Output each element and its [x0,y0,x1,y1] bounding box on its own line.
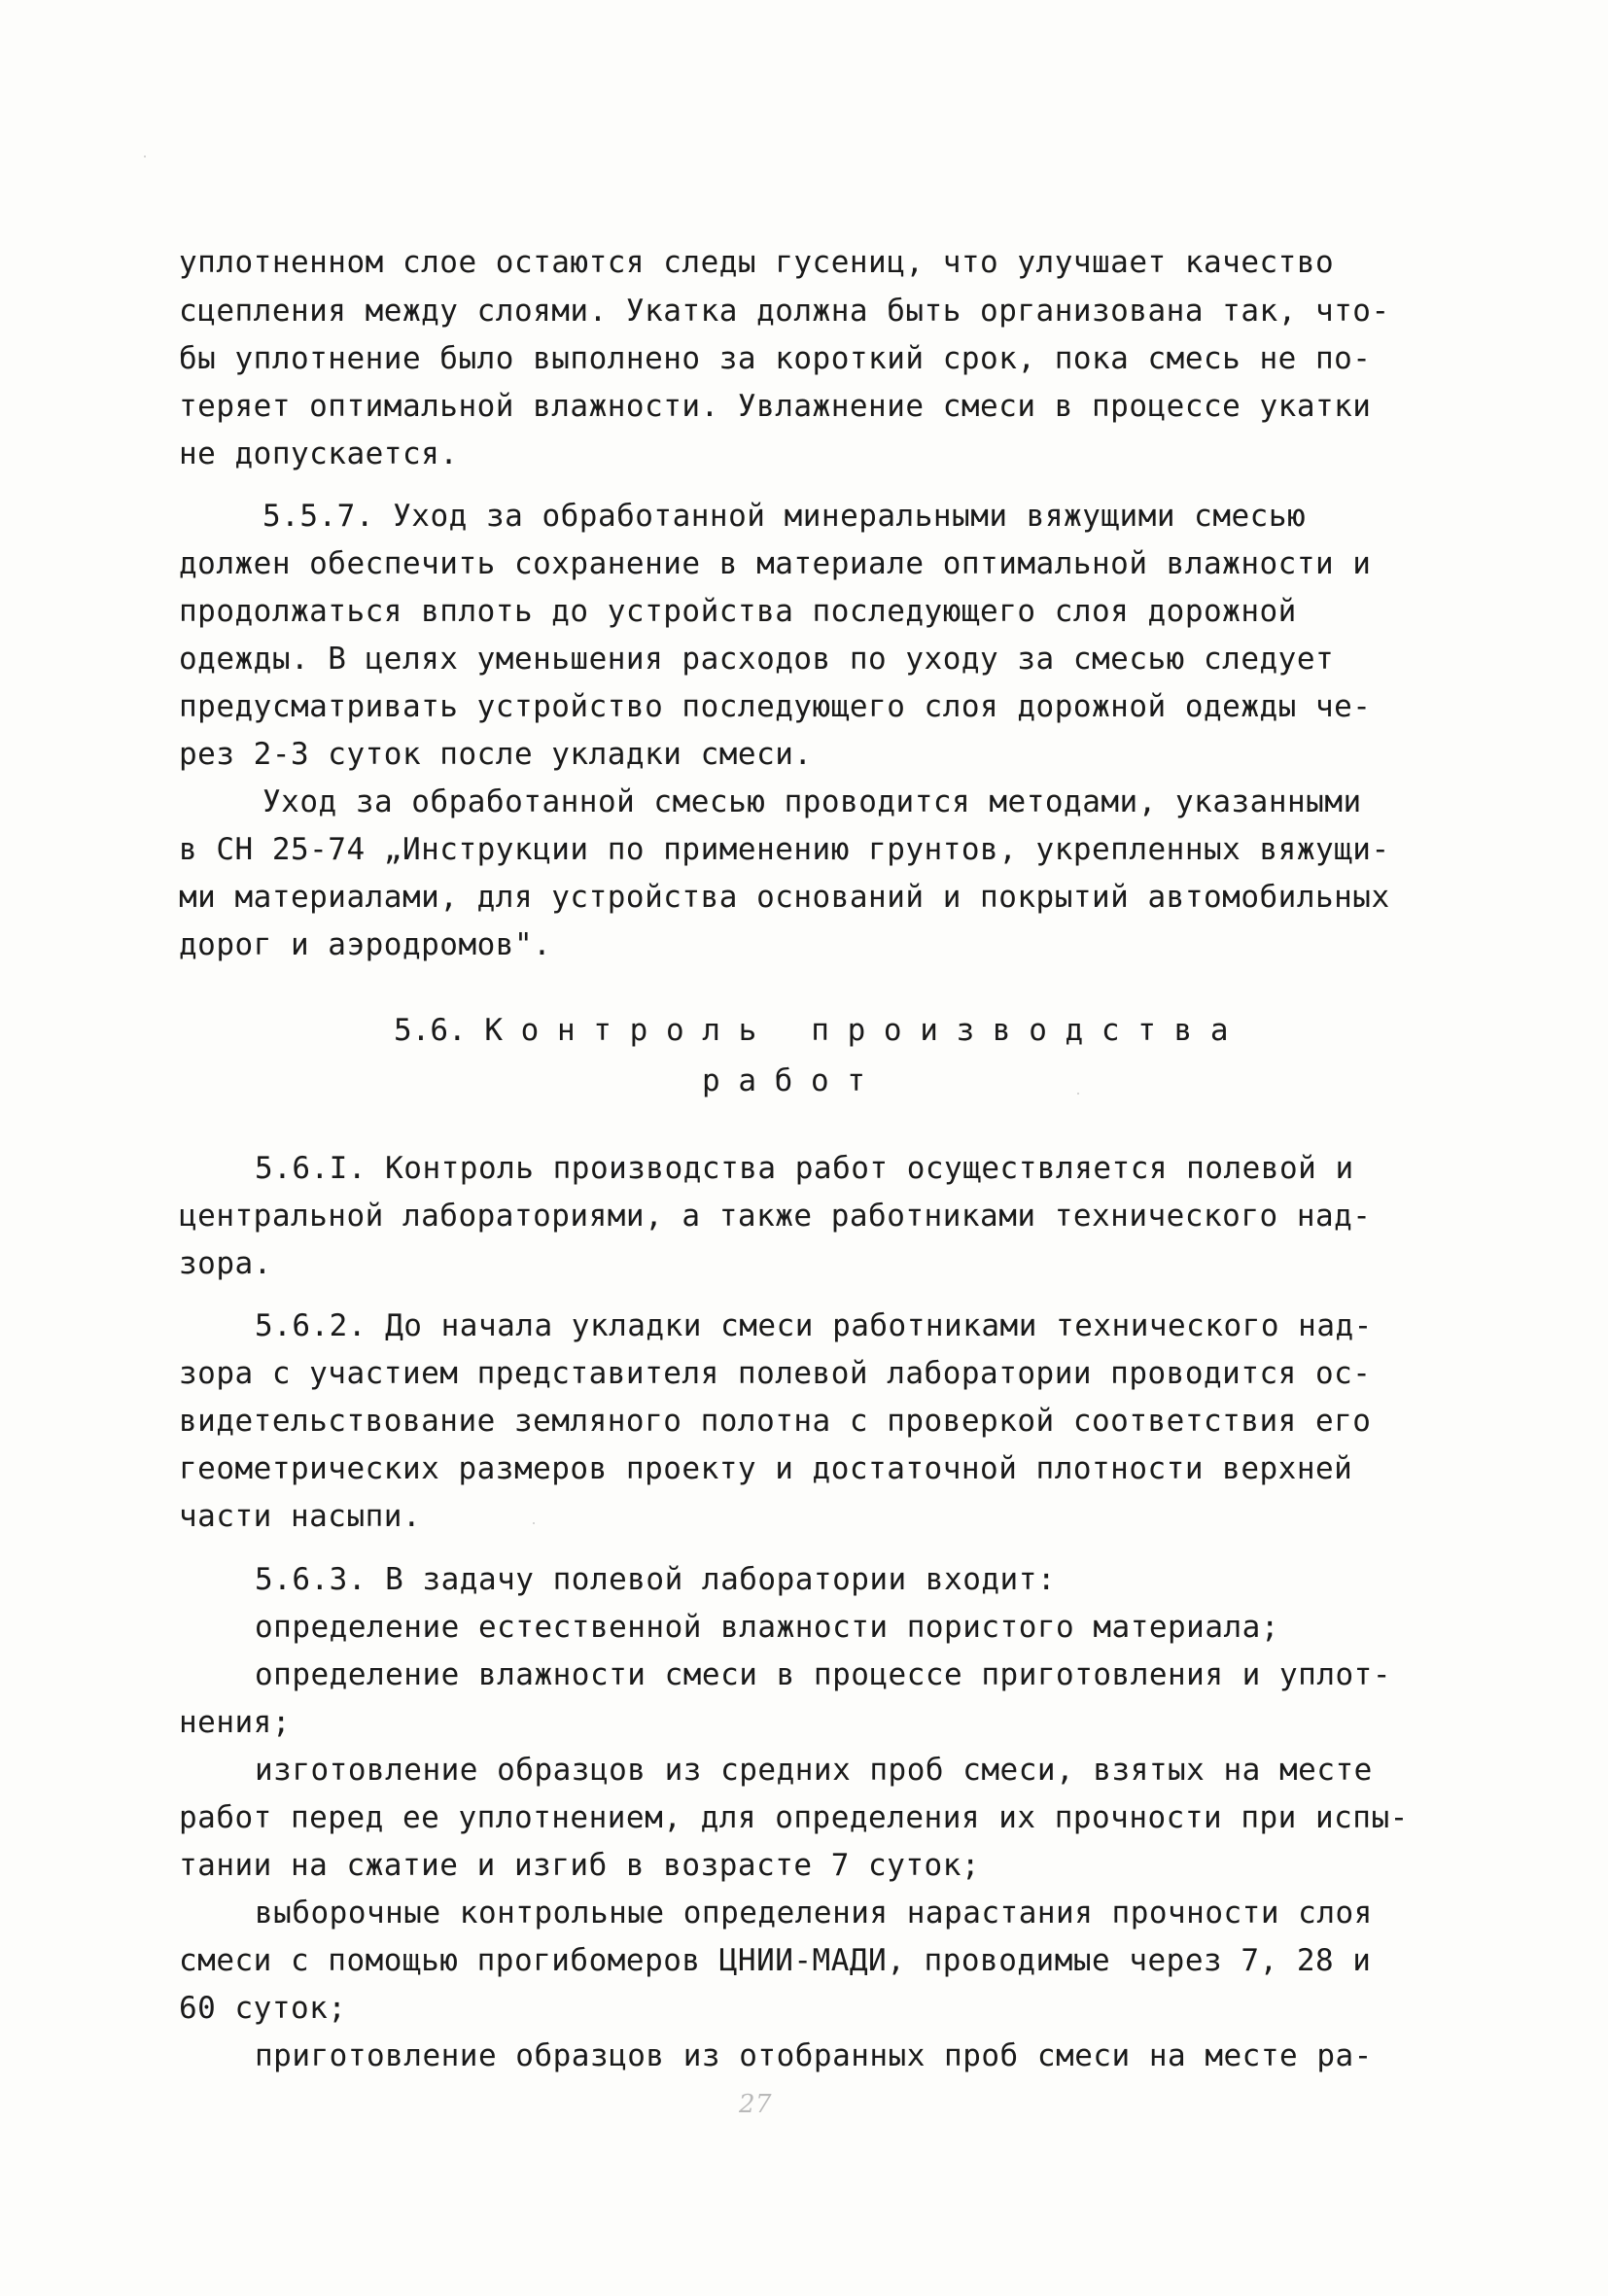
paragraph-1-line: уплотненном слое остаются следы гусениц, что улучшает качество [179,245,1335,280]
paragraph-6-line: смеси с помощью прогибомеров ЦНИИ-МАДИ, проводимые через 7, 28 и [179,1943,1372,1978]
paragraph-5-line: видетельствование земляного полотна с проверкой соответствия его [179,1404,1372,1439]
paragraph-5-line: 5.6.2. До начала укладки смеси работниками технического над- [255,1308,1373,1343]
paragraph-5-line: геометрических размеров проекту и достаточной плотности верхней [179,1451,1353,1486]
paragraph-3-line: Уход за обработанной смесью проводится методами, указанными [262,784,1362,819]
paragraph-3-line: ми материалами, для устройства оснований и покрытий автомобильных [179,880,1390,915]
paragraph-4-line: центральной лабораториями, а также работниками технического над- [179,1199,1372,1234]
paragraph-6-line: тании на сжатие и изгиб в возрасте 7 суток; [179,1848,981,1883]
scan-speck [533,1522,535,1524]
paragraph-2-line: продолжаться вплоть до устройства последующего слоя дорожной [179,594,1297,629]
paragraph-6-line: определение влажности смеси в процессе приготовления и уплот- [255,1657,1391,1692]
paragraph-1-line: бы уплотнение было выполнено за короткий срок, пока смесь не по- [179,341,1372,376]
paragraph-6-line: 5.6.3. В задачу полевой лаборатории входит: [255,1562,1057,1597]
paragraph-2-line: 5.5.7. Уход за обработанной минеральными вяжущими смесью [262,499,1307,534]
paragraph-2-line: предусматривать устройство последующего слоя дорожной одежды че- [179,689,1372,724]
section-heading-continuation: р а б о т [702,1063,865,1098]
paragraph-6-line: 60 суток; [179,1991,347,2026]
paragraph-3-line: в СН 25-74 „Инструкции по применению грунтов, укрепленных вяжущи- [179,832,1390,867]
paragraph-6-line: выборочные контрольные определения нарастания прочности слоя [255,1896,1373,1931]
paragraph-6-line: работ перед ее уплотнением, для определения их прочности при испы- [179,1800,1409,1835]
paragraph-6-line: приготовление образцов из отобранных проб смеси на месте ра- [255,2038,1373,2073]
section-heading: 5.6. К о н т р о л ь п р о и з в о д с т в а [394,1013,1229,1048]
paragraph-2-line: должен обеспечить сохранение в материале оптимальной влажности и [179,546,1372,581]
paragraph-6-line: нения; [179,1705,291,1740]
paragraph-4-line: 5.6.I. Контроль производства работ осуществляется полевой и [255,1151,1354,1186]
paragraph-5-line: части насыпи. [179,1499,422,1534]
paragraph-6-line: изготовление образцов из средних проб смеси, взятых на месте [255,1753,1373,1788]
paragraph-2-line: рез 2-3 суток после укладки смеси. [179,737,813,772]
paragraph-4-line: зора. [179,1246,272,1281]
page-number: 27 [739,2090,773,2119]
scan-speck [1077,1093,1079,1095]
paragraph-3-line: дорог и аэродромов". [179,927,552,962]
scan-speck [144,156,146,157]
paragraph-1-line: теряет оптимальной влажности. Увлажнение смеси в процессе укатки [179,389,1372,424]
paragraph-6-line: определение естественной влажности пористого материала; [255,1610,1279,1645]
paragraph-2-line: одежды. В целях уменьшения расходов по уходу за смесью следует [179,642,1335,677]
paragraph-5-line: зора с участием представителя полевой лаборатории проводится ос- [179,1356,1372,1391]
paragraph-1-line: не допускается. [179,436,459,471]
paragraph-1-line: сцепления между слоями. Укатка должна быть организована так, что- [179,294,1390,329]
